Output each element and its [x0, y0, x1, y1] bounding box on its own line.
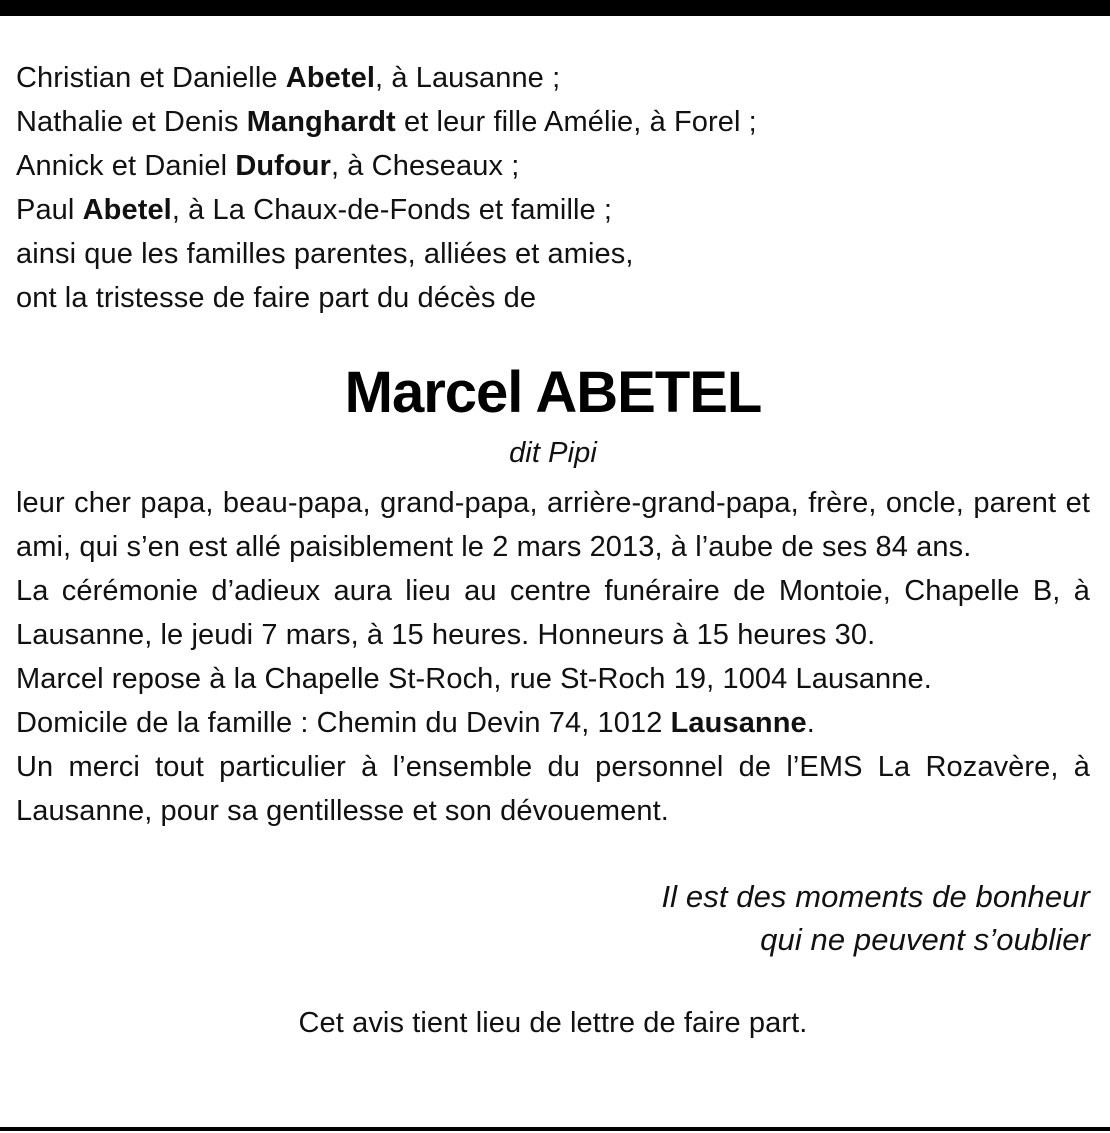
family-surname: Abetel: [285, 62, 376, 94]
deceased-nickname: dit Pipi: [509, 437, 597, 469]
ceremony-paragraph: La cérémonie d’adieux aura lieu au centre funéraire de Montoie, Chapelle B, à Lausanne, le jeudi 7 mars, à 15 heures. Honneurs à 15 heures 30.: [16, 575, 1090, 651]
quote-line: qui ne peuvent s’oublier: [760, 922, 1090, 957]
family-surname: Abetel: [82, 194, 172, 226]
family-surname: Manghardt: [246, 106, 396, 138]
quote-line: Il est des moments de bonheur: [661, 879, 1090, 914]
relation-paragraph: leur cher papa, beau-papa, grand-papa, arrière-grand-papa, frère, oncle, parent et ami, qui s’en est allé paisiblement le 2 mars 2013, à l’aube de ses 84 ans.: [16, 487, 1090, 563]
family-line: Nathalie et Denis Manghardt et leur fille Amélie, à Forel ;: [16, 106, 757, 138]
domicile-city: Lausanne: [670, 707, 807, 739]
obituary-notice: [16, 56, 1090, 1045]
bottom-border-rule: [0, 1127, 1110, 1131]
deceased-name: Marcel ABETEL: [344, 360, 762, 425]
closing-note: Cet avis tient lieu de lettre de faire part.: [298, 1007, 808, 1039]
top-border-rule: [0, 0, 1110, 16]
domicile-paragraph: Domicile de la famille : Chemin du Devin 74, 1012 Lausanne.: [16, 707, 815, 739]
family-surname: Dufour: [235, 150, 331, 182]
family-line: Christian et Danielle Abetel, à Lausanne ;: [16, 62, 561, 94]
thanks-paragraph: Un merci tout particulier à l’ensemble du personnel de l’EMS La Rozavère, à Lausanne, pour sa gentillesse et son dévouement.: [16, 751, 1090, 827]
family-line: ont la tristesse de faire part du décès de: [16, 282, 537, 314]
closing-quote: [16, 875, 1090, 961]
family-line: Annick et Daniel Dufour, à Cheseaux ;: [16, 150, 520, 182]
family-list: [16, 56, 1090, 320]
rest-paragraph: Marcel repose à la Chapelle St-Roch, rue St-Roch 19, 1004 Lausanne.: [16, 663, 932, 695]
family-line: ainsi que les familles parentes, alliées et amies,: [16, 238, 634, 270]
family-line: Paul Abetel, à La Chaux-de-Fonds et famille ;: [16, 194, 613, 226]
